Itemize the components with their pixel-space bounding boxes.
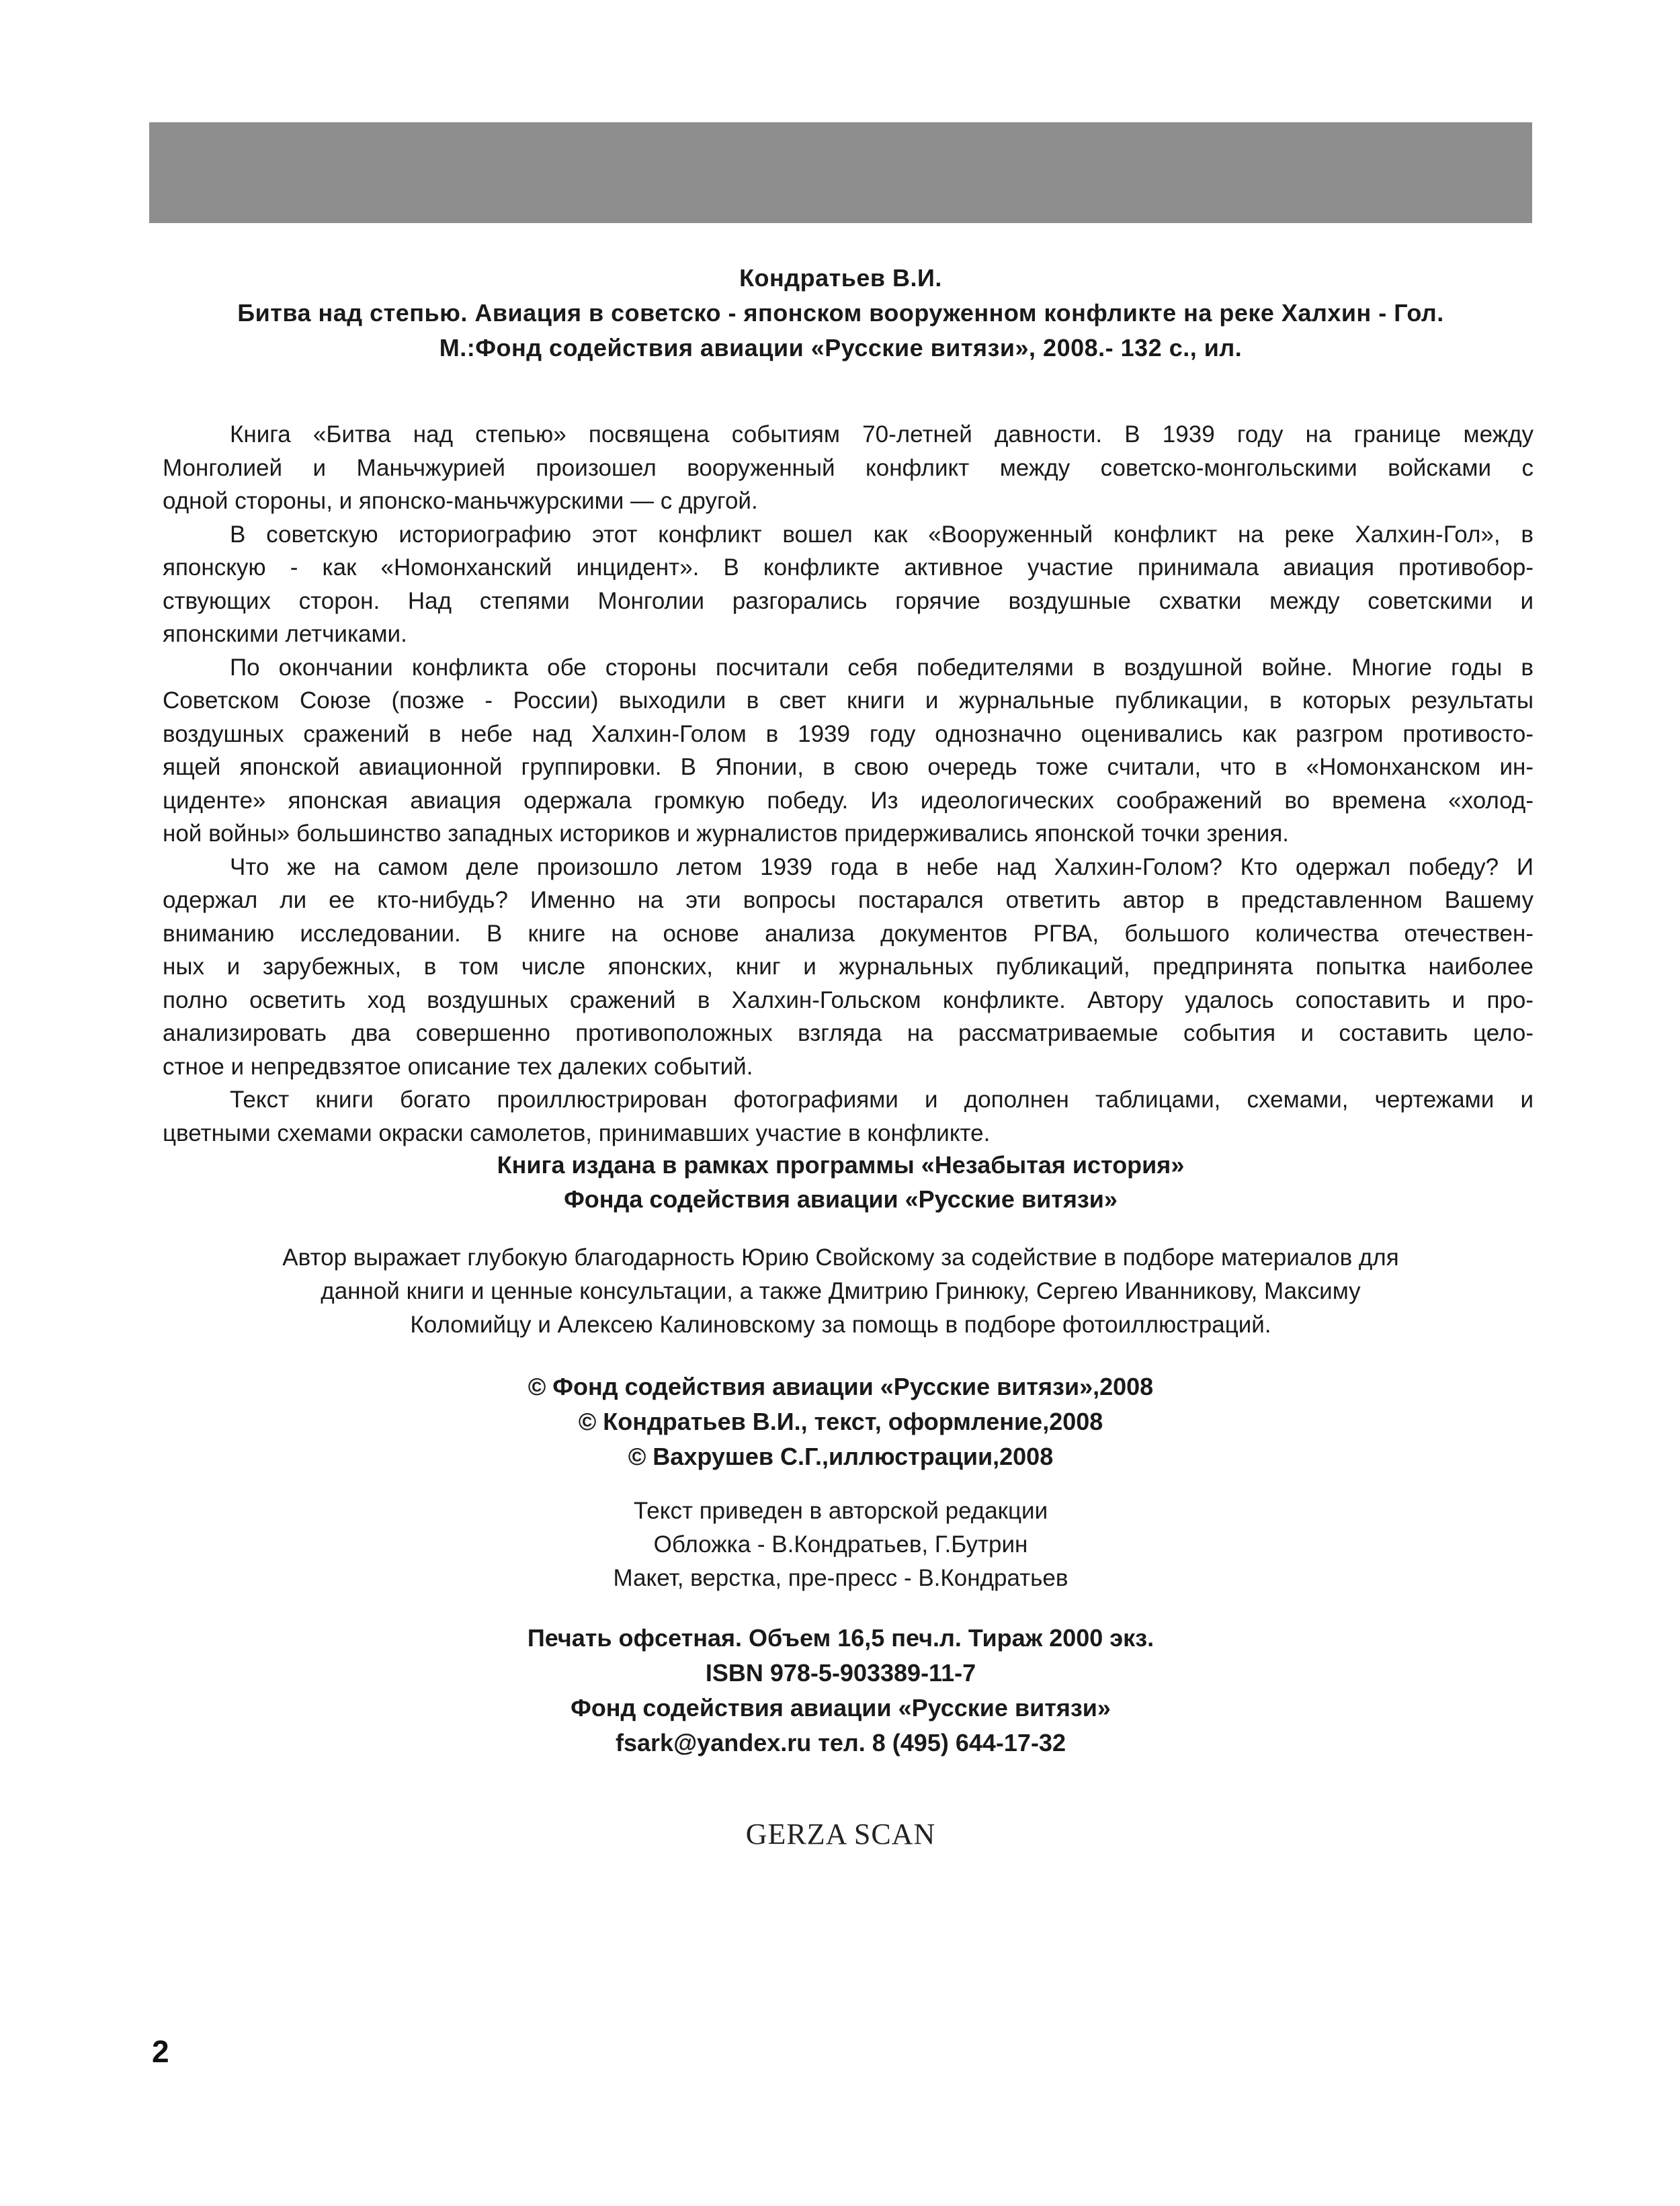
text-line: Текст книги богато проиллюстрирован фотографиями и дополнен таблицами, схемами, чертежами и [230, 1087, 1534, 1113]
text-line: одержал ли ее кто-нибудь? Именно на эти вопросы постарался ответить автор в представленном Вашему [163, 887, 1534, 913]
thanks-line: Коломийцу и Алексею Калиновскому за помощь в подборе фотоиллюстраций. [410, 1312, 1271, 1338]
credits-line: Текст приведен в авторской редакции [633, 1498, 1048, 1524]
scan-mark: GERZA SCAN [745, 1818, 936, 1851]
copyright-line: © Кондратьев В.И., текст, оформление,2008 [578, 1408, 1103, 1435]
credits-line: Макет, верстка, пре-пресс - В.Кондратьев [613, 1565, 1068, 1591]
program-line: Фонда содействия авиации «Русские витязи» [564, 1185, 1118, 1213]
text-line: воздушных сражений в небе над Халхин-Голом в 1939 году однозначно оценивались как разгром противосто- [163, 720, 1534, 747]
text-line: ящей японской авиационной группировки. В Японии, в свою очередь тоже считали, что в «Номонханском ин- [163, 754, 1534, 780]
text-line: Монголией и Маньчжурией произошел вооруженный конфликт между советско-монгольскими войсками с [163, 454, 1534, 481]
thanks-line: Автор выражает глубокую благодарность Юрию Свойскому за содействие в подборе материалов для [282, 1244, 1399, 1271]
text-line: В советскую историографию этот конфликт вошел как «Вооруженный конфликт на реке Халхин-Гол», в [230, 521, 1534, 548]
text-line: одной стороны, и японско-маньчжурскими — с другой. [163, 488, 758, 514]
copyright-line: © Вахрушев С.Г.,иллюстрации,2008 [628, 1443, 1054, 1470]
credits-block [149, 1494, 1532, 1595]
text-line: ствующих сторон. Над степями Монголии разгорались горячие воздушные схватки между советскими и [163, 587, 1534, 614]
copyright-line: © Фонд содействия авиации «Русские витязи»,2008 [528, 1373, 1154, 1400]
bibliographic-record [149, 261, 1532, 366]
text-line: полно осветить ход воздушных сражений в Халхин-Гольском конфликте. Автору удалось сопоставить и про- [163, 986, 1534, 1013]
text-line: ной войны» большинство западных историков и журналистов придерживались японской точки зрения. [163, 820, 1290, 847]
thanks-line: данной книги и ценные консультации, а также Дмитрию Гринюку, Сергею Иванникову, Максиму [321, 1278, 1361, 1304]
imprint-line: Печать офсетная. Объем 16,5 печ.л. Тираж 2000 экз. [527, 1624, 1154, 1652]
acknowledgements [149, 1241, 1532, 1342]
text-line: Что же на самом деле произошло летом 1939 года в небе над Халхин-Голом? Кто одержал победу? И [230, 853, 1534, 880]
author-line: Кондратьев В.И. [739, 264, 942, 292]
text-line: Книга «Битва над степью» посвящена событиям 70-летней давности. В 1939 году на границе между [230, 421, 1534, 448]
text-line: По окончании конфликта обе стороны посчитали себя победителями в воздушной войне. Многие годы в [230, 654, 1534, 681]
contact-line: fsark@yandex.ru тел. 8 (495) 644-17-32 [616, 1729, 1066, 1756]
text-line: вниманию исследовании. В книге на основе анализа документов РГВА, большого количества отечествен- [163, 920, 1534, 947]
isbn-line: ISBN 978-5-903389-11-7 [705, 1659, 976, 1687]
text-line: циденте» японская авиация одержала громкую победу. Из идеологических соображений во времена «холод- [163, 787, 1534, 814]
annotation-text [163, 418, 1534, 1150]
page-number: 2 [152, 2034, 169, 2069]
header-band [149, 122, 1532, 223]
text-line: стное и непредвзятое описание тех далеких событий. [163, 1053, 753, 1080]
title-line: Битва над степью. Авиация в советско - японском вооруженном конфликте на реке Халхин - Гол. [237, 299, 1444, 327]
text-line: ных и зарубежных, в том числе японских, книг и журнальных публикаций, предпринята попытка наиболее [163, 953, 1534, 980]
text-line: цветными схемами окраски самолетов, принимавших участие в конфликте. [163, 1119, 991, 1146]
program-line: Книга издана в рамках программы «Незабытая история» [497, 1151, 1185, 1179]
credits-line: Обложка - В.Кондратьев, Г.Бутрин [653, 1531, 1028, 1558]
copyright-block [149, 1369, 1532, 1474]
text-line: японскими летчиками. [163, 621, 407, 647]
publisher-line: М.:Фонд содействия авиации «Русские витязи», 2008.- 132 с., ил. [439, 334, 1243, 362]
imprint-block [149, 1621, 1532, 1760]
text-line: Советском Союзе (позже - России) выходили в свет книги и журнальные публикации, в которых результаты [163, 687, 1534, 714]
imprint-line: Фонд содействия авиации «Русские витязи» [571, 1694, 1111, 1722]
text-line: японскую - как «Номонханский инцидент». В конфликте активное участие принимала авиация противобор- [163, 554, 1534, 581]
text-line: анализировать два совершенно противоположных взгляда на рассматриваемые события и составить цело- [163, 1020, 1534, 1046]
program-note [149, 1148, 1532, 1216]
